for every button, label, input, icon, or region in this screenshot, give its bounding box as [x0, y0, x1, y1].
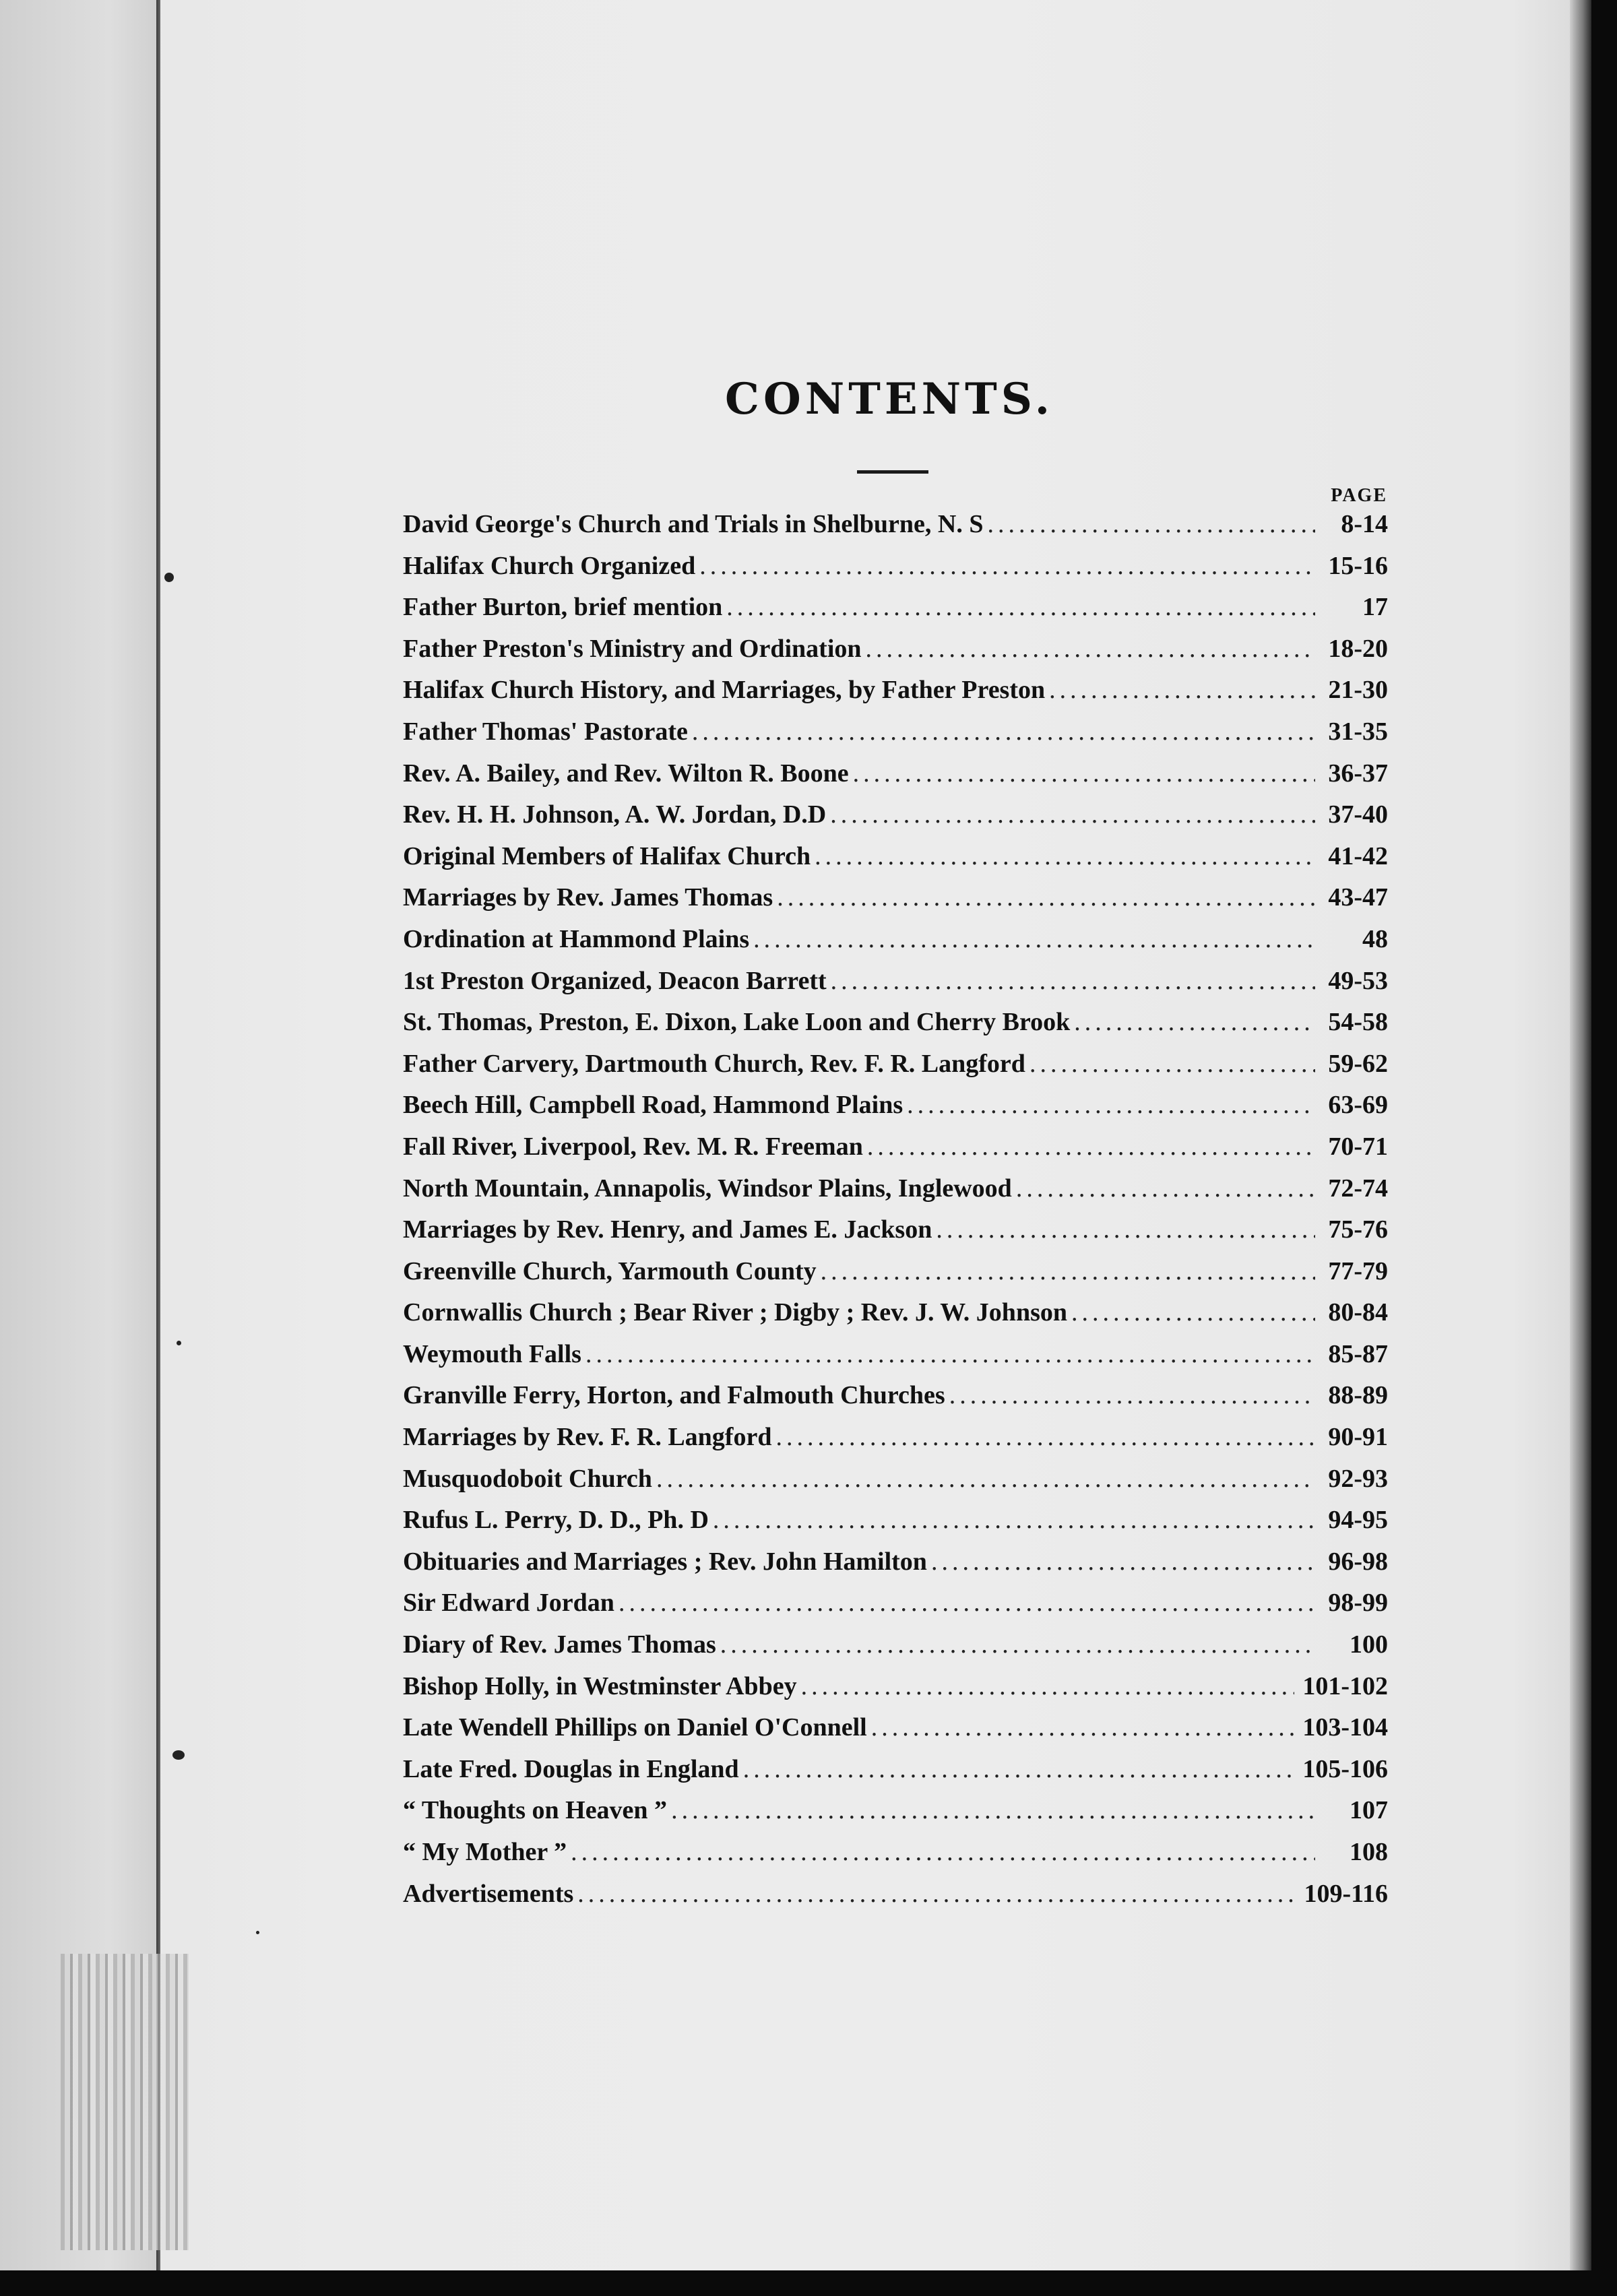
dot-leader: [907, 1090, 1315, 1120]
dot-leader: [775, 1422, 1315, 1452]
torn-paper-edge: [61, 1954, 189, 2250]
toc-entry-title: Original Members of Halifax Church: [403, 841, 811, 870]
toc-entry: [403, 1837, 1388, 1879]
toc-entry-title: Rev. A. Bailey, and Rev. Wilton R. Boone: [403, 759, 849, 788]
dot-leader: [830, 800, 1315, 829]
toc-entry-page: 85-87: [1328, 1339, 1388, 1368]
toc-entry: [403, 1380, 1388, 1422]
dot-leader: [713, 1505, 1315, 1535]
toc-entry-title: Diary of Rev. James Thomas: [403, 1630, 716, 1659]
toc-entry-title: Halifax Church History, and Marriages, by Father Preston: [403, 676, 1046, 705]
toc-entry: [403, 1422, 1388, 1464]
dot-leader: [949, 1380, 1315, 1410]
dot-leader: [801, 1671, 1295, 1701]
toc-entry: [403, 1588, 1388, 1630]
toc-entry-page: 18-20: [1328, 634, 1388, 663]
dot-leader: [815, 841, 1315, 871]
dot-leader: [871, 1713, 1295, 1742]
dot-leader: [931, 1547, 1315, 1576]
toc-entry: [403, 1007, 1388, 1049]
toc-entry-title: 1st Preston Organized, Deacon Barrett: [403, 966, 827, 995]
toc-entry: [403, 1547, 1388, 1589]
toc-entry-title: Late Fred. Douglas in England: [403, 1754, 739, 1783]
dot-leader: [853, 759, 1315, 788]
title-divider: [857, 470, 928, 474]
page-column-header: PAGE: [1331, 485, 1387, 506]
dot-leader: [1049, 675, 1315, 705]
dot-leader: [1029, 1049, 1315, 1079]
toc-entry-title: Marriages by Rev. James Thomas: [403, 883, 773, 912]
dot-leader: [777, 883, 1315, 912]
toc-entry: [403, 1713, 1388, 1754]
toc-entry-page: 21-30: [1328, 676, 1388, 705]
toc-entry-page: 31-35: [1328, 717, 1388, 746]
toc-entry-title: Late Wendell Phillips on Daniel O'Connell: [403, 1713, 867, 1742]
table-of-contents: [403, 509, 1388, 1920]
toc-entry: [403, 592, 1388, 634]
toc-entry: [403, 1464, 1388, 1506]
toc-entry-page: 75-76: [1328, 1215, 1388, 1244]
toc-entry: [403, 1339, 1388, 1381]
toc-entry-page: 8-14: [1341, 510, 1388, 538]
toc-entry: [403, 1256, 1388, 1298]
toc-entry: [403, 759, 1388, 800]
toc-entry-title: Rev. H. H. Johnson, A. W. Jordan, D.D: [403, 800, 827, 829]
toc-entry: [403, 1754, 1388, 1796]
toc-entry: [403, 1298, 1388, 1339]
dot-leader: [936, 1215, 1315, 1244]
dot-leader: [577, 1879, 1296, 1909]
toc-entry: [403, 1505, 1388, 1547]
toc-entry-title: Marriages by Rev. F. R. Langford: [403, 1423, 772, 1452]
toc-entry-page: 49-53: [1328, 966, 1388, 995]
toc-entry-title: Marriages by Rev. Henry, and James E. Jackson: [403, 1215, 932, 1244]
toc-entry: [403, 634, 1388, 676]
toc-entry-title: David George's Church and Trials in Shelburne, N. S: [403, 510, 984, 538]
toc-entry-title: Advertisements: [403, 1879, 574, 1908]
ink-speck: [172, 1750, 185, 1760]
toc-entry: [403, 1090, 1388, 1132]
toc-entry-page: 105-106: [1302, 1754, 1388, 1783]
dot-leader: [867, 1132, 1315, 1161]
toc-entry: [403, 1174, 1388, 1215]
ink-speck: [256, 1931, 259, 1934]
toc-entry-title: Greenville Church, Yarmouth County: [403, 1256, 817, 1285]
toc-entry-page: 107: [1350, 1796, 1388, 1825]
toc-entry-page: 59-62: [1328, 1049, 1388, 1078]
toc-entry: [403, 675, 1388, 717]
toc-entry-page: 98-99: [1328, 1589, 1388, 1618]
toc-entry-title: Father Carvery, Dartmouth Church, Rev. F. R. Langford: [403, 1049, 1025, 1078]
toc-entry-title: Bishop Holly, in Westminster Abbey: [403, 1671, 797, 1700]
ink-speck: [177, 1341, 181, 1345]
toc-entry-page: 48: [1362, 924, 1388, 953]
toc-entry-page: 15-16: [1328, 551, 1388, 580]
toc-entry: [403, 883, 1388, 924]
toc-entry-title: “ My Mother ”: [403, 1838, 567, 1866]
toc-entry-page: 41-42: [1328, 841, 1388, 870]
toc-entry-title: Halifax Church Organized: [403, 551, 696, 580]
dot-leader: [866, 634, 1315, 664]
toc-entry-title: Father Thomas' Pastorate: [403, 717, 688, 746]
toc-entry-page: 37-40: [1328, 800, 1388, 829]
dot-leader: [619, 1588, 1315, 1618]
page-edge-shadow: [1570, 0, 1591, 2270]
toc-entry-title: Father Preston's Ministry and Ordination: [403, 634, 862, 663]
toc-entry-page: 77-79: [1328, 1256, 1388, 1285]
toc-entry-title: Cornwallis Church ; Bear River ; Digby ; Rev. J. W. Johnson: [403, 1298, 1067, 1327]
toc-entry: [403, 800, 1388, 841]
toc-entry-page: 92-93: [1328, 1464, 1388, 1493]
dot-leader: [743, 1754, 1295, 1784]
toc-entry-page: 88-89: [1328, 1381, 1388, 1410]
toc-entry-page: 17: [1362, 593, 1388, 622]
dot-leader: [720, 1630, 1315, 1659]
toc-entry-title: Ordination at Hammond Plains: [403, 924, 750, 953]
dot-leader: [831, 966, 1315, 996]
toc-entry: [403, 1795, 1388, 1837]
toc-entry-page: 63-69: [1328, 1091, 1388, 1120]
toc-entry: [403, 1671, 1388, 1713]
dot-leader: [571, 1837, 1315, 1867]
toc-entry-page: 36-37: [1328, 759, 1388, 788]
toc-entry-title: Fall River, Liverpool, Rev. M. R. Freeman: [403, 1132, 863, 1161]
toc-entry-title: Granville Ferry, Horton, and Falmouth Churches: [403, 1381, 945, 1410]
dot-leader: [726, 592, 1315, 622]
toc-entry: [403, 509, 1388, 551]
toc-entry: [403, 717, 1388, 759]
toc-entry-page: 90-91: [1328, 1423, 1388, 1452]
toc-entry-page: 54-58: [1328, 1008, 1388, 1037]
toc-entry: [403, 1879, 1388, 1921]
toc-entry: [403, 924, 1388, 966]
binding-spine: [156, 0, 160, 2270]
binding-margin: [0, 0, 156, 2270]
toc-entry-page: 100: [1350, 1630, 1388, 1659]
dot-leader: [692, 717, 1315, 746]
toc-entry-title: Beech Hill, Campbell Road, Hammond Plains: [403, 1091, 903, 1120]
toc-entry: [403, 1132, 1388, 1174]
toc-entry-page: 94-95: [1328, 1506, 1388, 1535]
dot-leader: [671, 1795, 1315, 1825]
dot-leader: [699, 551, 1315, 581]
toc-entry-title: Weymouth Falls: [403, 1339, 581, 1368]
dot-leader: [585, 1339, 1315, 1369]
dot-leader: [1071, 1298, 1315, 1327]
toc-entry: [403, 1630, 1388, 1671]
toc-entry-page: 43-47: [1328, 883, 1388, 912]
toc-entry-page: 72-74: [1328, 1174, 1388, 1203]
toc-entry-title: “ Thoughts on Heaven ”: [403, 1796, 668, 1825]
toc-entry: [403, 1215, 1388, 1256]
dot-leader: [821, 1256, 1315, 1286]
toc-entry-title: St. Thomas, Preston, E. Dixon, Lake Loon and Cherry Brook: [403, 1008, 1071, 1037]
toc-entry: [403, 1049, 1388, 1091]
toc-entry-title: Rufus L. Perry, D. D., Ph. D: [403, 1506, 709, 1535]
toc-entry-page: 109-116: [1304, 1879, 1388, 1908]
dot-leader: [988, 509, 1316, 539]
toc-entry-page: 70-71: [1328, 1132, 1388, 1161]
toc-entry: [403, 551, 1388, 593]
toc-entry-page: 101-102: [1302, 1671, 1388, 1700]
dot-leader: [1074, 1007, 1315, 1037]
toc-entry-page: 96-98: [1328, 1547, 1388, 1576]
toc-entry: [403, 966, 1388, 1008]
toc-entry-page: 80-84: [1328, 1298, 1388, 1327]
toc-entry: [403, 841, 1388, 883]
dot-leader: [753, 924, 1315, 954]
toc-entry-title: Musquodoboit Church: [403, 1464, 652, 1493]
toc-entry-page: 103-104: [1302, 1713, 1388, 1742]
dot-leader: [1016, 1174, 1315, 1203]
toc-entry-page: 108: [1350, 1838, 1388, 1866]
toc-entry-title: Sir Edward Jordan: [403, 1589, 614, 1618]
ink-speck: [164, 573, 174, 582]
dot-leader: [656, 1464, 1315, 1494]
toc-entry-title: Father Burton, brief mention: [403, 593, 723, 622]
toc-entry-title: North Mountain, Annapolis, Windsor Plains, Inglewood: [403, 1174, 1012, 1203]
page-title: CONTENTS.: [725, 374, 1054, 424]
toc-entry-title: Obituaries and Marriages ; Rev. John Hamilton: [403, 1547, 927, 1576]
